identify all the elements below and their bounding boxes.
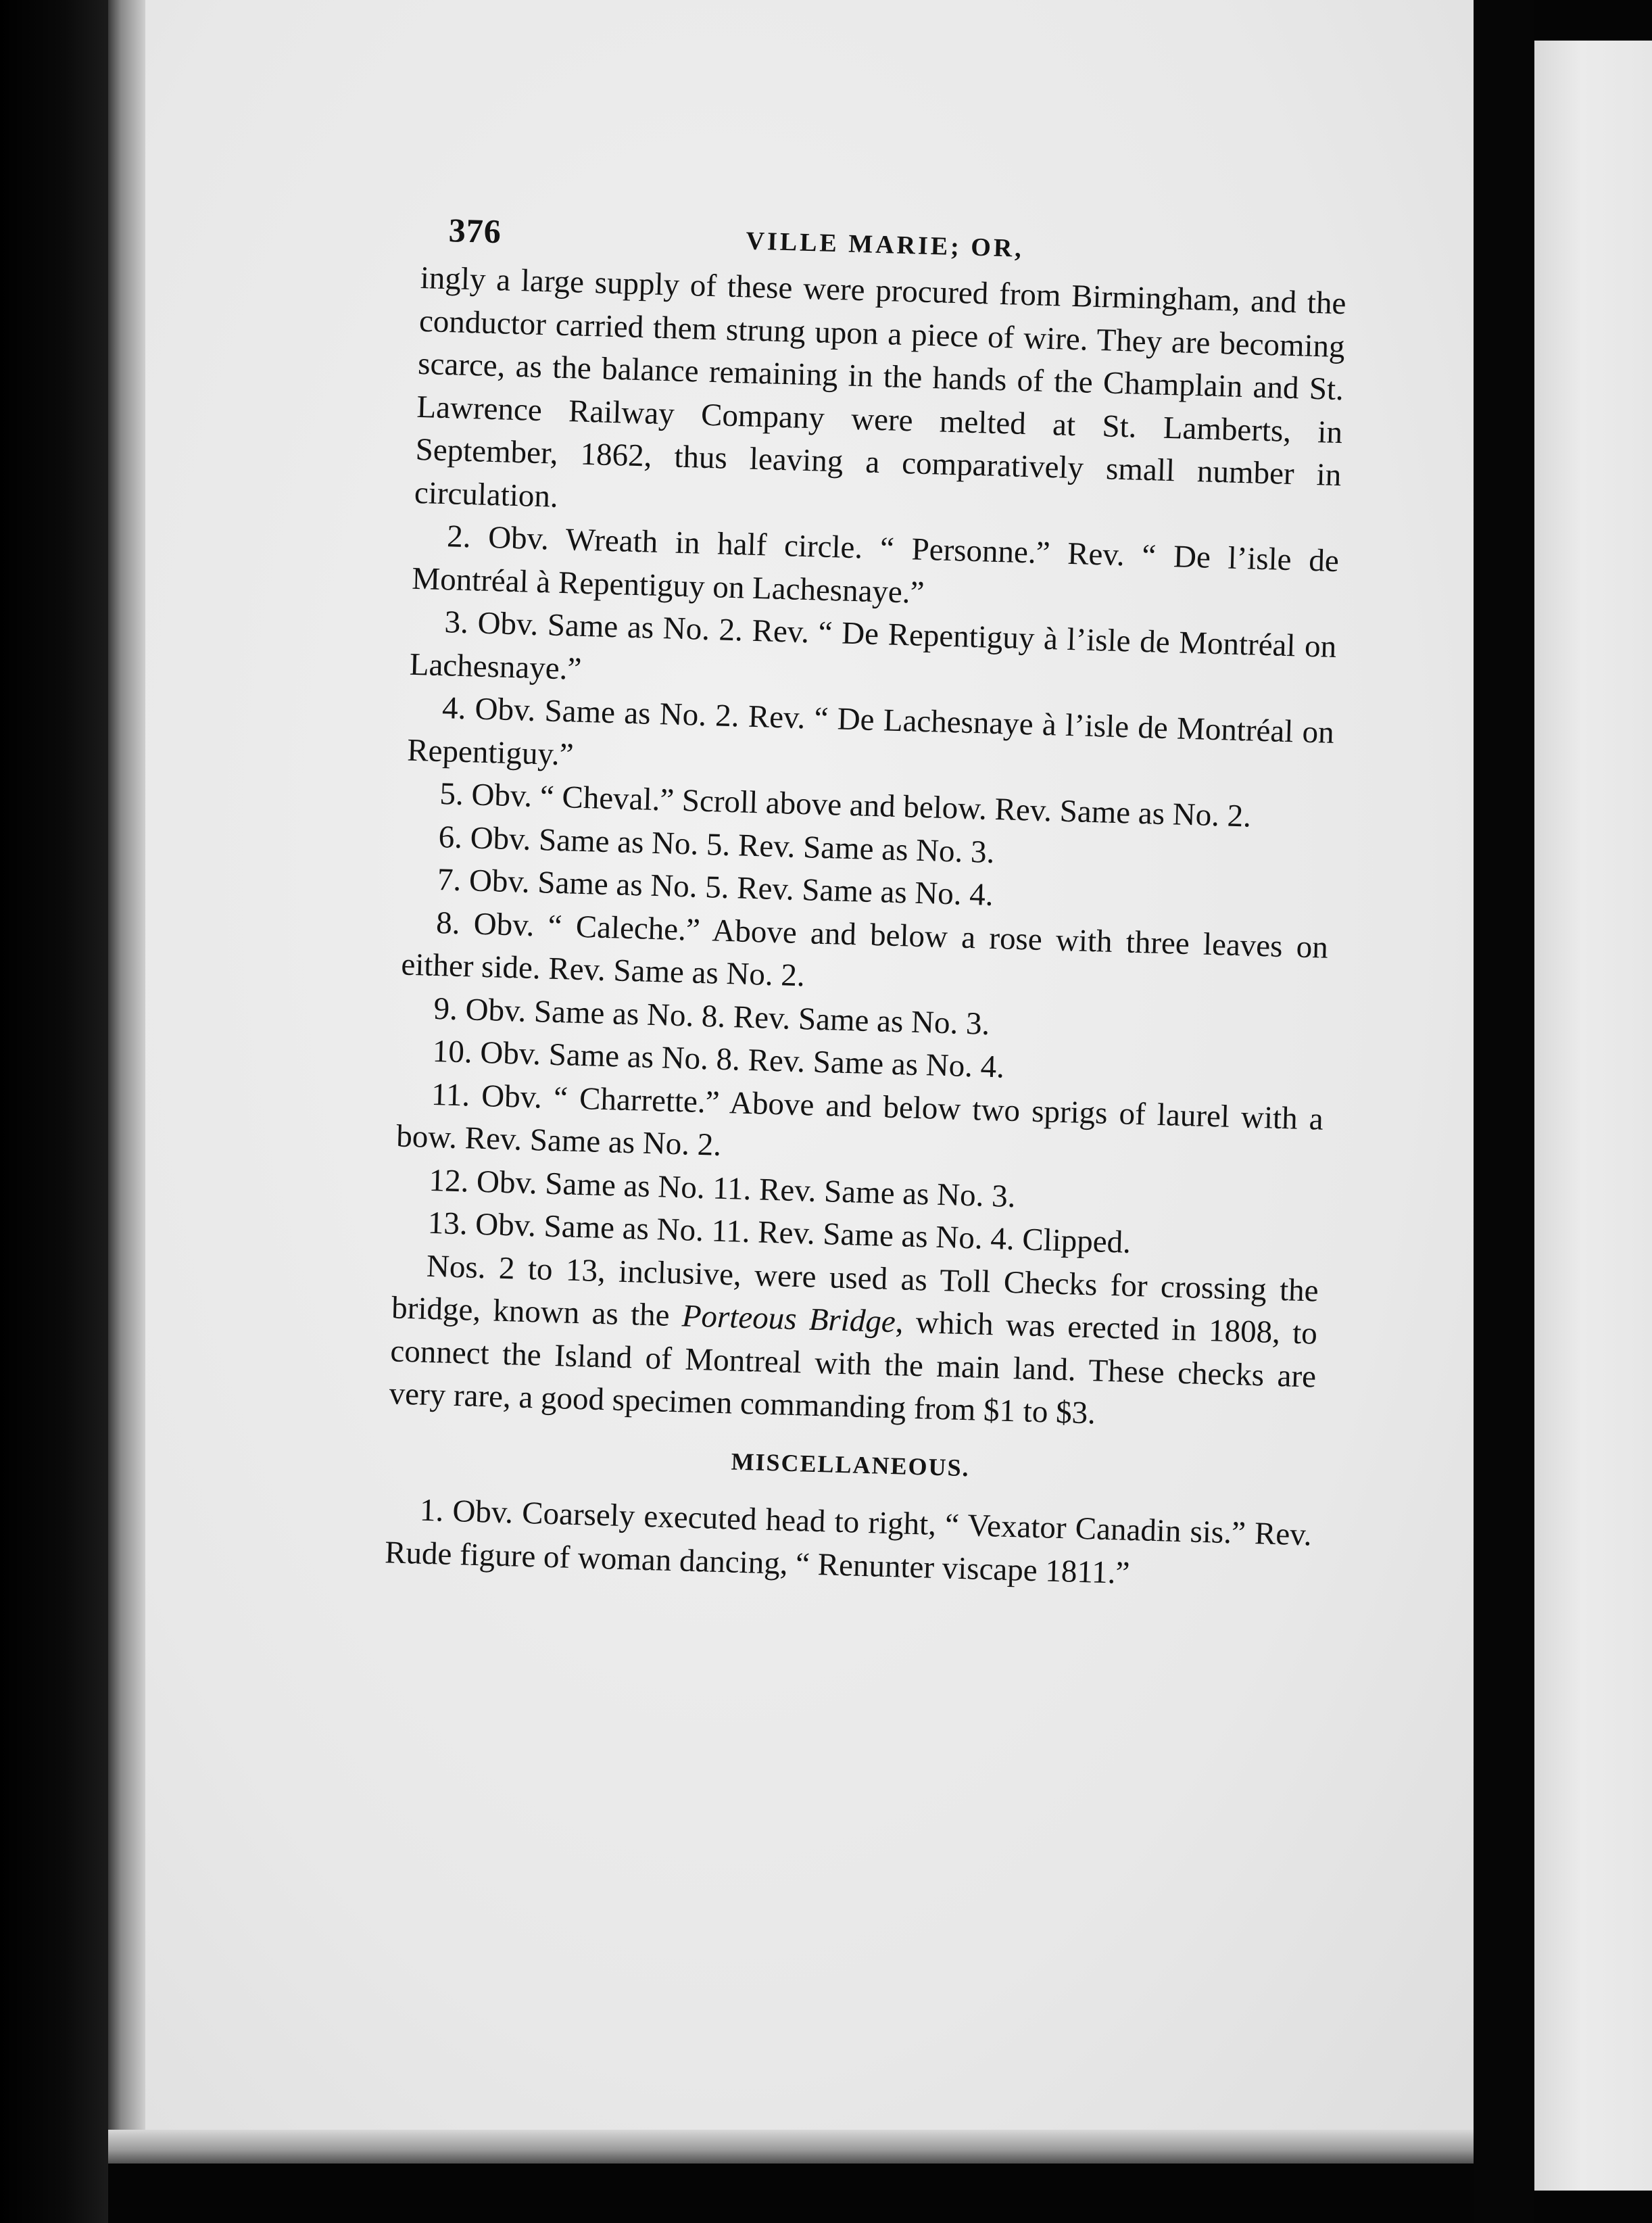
toll-text-start: Nos. 2 to 13, inclusive, were used as Toll Checks for crossing the bridge, known as the bbox=[391, 1248, 1319, 1334]
list-item: 8. Obv. “ Caleche.” Above and below a rose with three leaves on either side. Rev. Same as No. 2. bbox=[400, 905, 1329, 994]
book-binding bbox=[0, 0, 108, 2223]
list-item: 13. Obv. Same as No. 11. Rev. Same as No. 4. Clipped. bbox=[427, 1205, 1132, 1260]
page-bottom-shadow bbox=[108, 2130, 1474, 2164]
page-left-shadow bbox=[108, 0, 145, 2164]
list-item: 4. Obv. Same as No. 2. Rev. “ De Lachesnaye à l’isle de Montréal on Repentiguy.” bbox=[406, 690, 1335, 773]
list-item: 12. Obv. Same as No. 11. Rev. Same as No. 3. bbox=[428, 1162, 1017, 1214]
list-item: 10. Obv. Same as No. 8. Rev. Same as No. 4. bbox=[432, 1033, 1005, 1085]
page-text-block bbox=[384, 203, 1348, 1600]
page-number: 376 bbox=[448, 211, 502, 251]
intro-paragraph: ingly a large supply of these were procured from Birmingham, and the conductor carried them strung upon a piece of wire. They are becoming scarce, as the balance remaining in the hands of the Champlain and St. Lawrence Railway Company were melted at St. Lamberts, in September, 1862, thus leaving a comparatively small number in circulation. bbox=[414, 260, 1347, 515]
list-item: 11. Obv. “ Charrette.” Above and below two sprigs of laurel with a bow. Rev. Same as No. 2. bbox=[395, 1076, 1324, 1163]
list-item: 6. Obv. Same as No. 5. Rev. Same as No. 3. bbox=[438, 819, 996, 870]
list-item: 7. Obv. Same as No. 5. Rev. Same as No. 4. bbox=[437, 862, 994, 913]
list-item: 5. Obv. “ Cheval.” Scroll above and below. Rev. Same as No. 2. bbox=[439, 776, 1252, 834]
list-item: 9. Obv. Same as No. 8. Rev. Same as No. 3. bbox=[433, 990, 990, 1042]
running-head-title: VILLE MARIE; OR, bbox=[746, 226, 1025, 263]
bridge-name: Porteous Bridge bbox=[681, 1298, 896, 1340]
list-item: 2. Obv. Wreath in half circle. “ Personne.” Rev. “ De l’isle de Montréal à Repentiguy on Lachesnaye.” bbox=[411, 519, 1340, 611]
facing-page-edge bbox=[1534, 41, 1652, 2191]
page-gutter bbox=[1474, 0, 1534, 2223]
section-heading: MISCELLANEOUS. bbox=[731, 1447, 971, 1481]
toll-checks-paragraph bbox=[389, 1244, 1319, 1441]
toll-text-end: , which was erected in 1808, to connect the Island of Montreal with the main land. These checks are very rare, a good specimen commanding from $1 to $3. bbox=[389, 1304, 1318, 1431]
list-item: 3. Obv. Same as No. 2. Rev. “ De Repentiguy à l’isle de Montréal on Lachesnaye.” bbox=[409, 604, 1337, 687]
misc-list-item: 1. Obv. Coarsely executed head to right, “ Vexator Canadin sis.” Rev. Rude figure of woman dancing, “ Renunter viscape 1811.” bbox=[384, 1492, 1313, 1591]
